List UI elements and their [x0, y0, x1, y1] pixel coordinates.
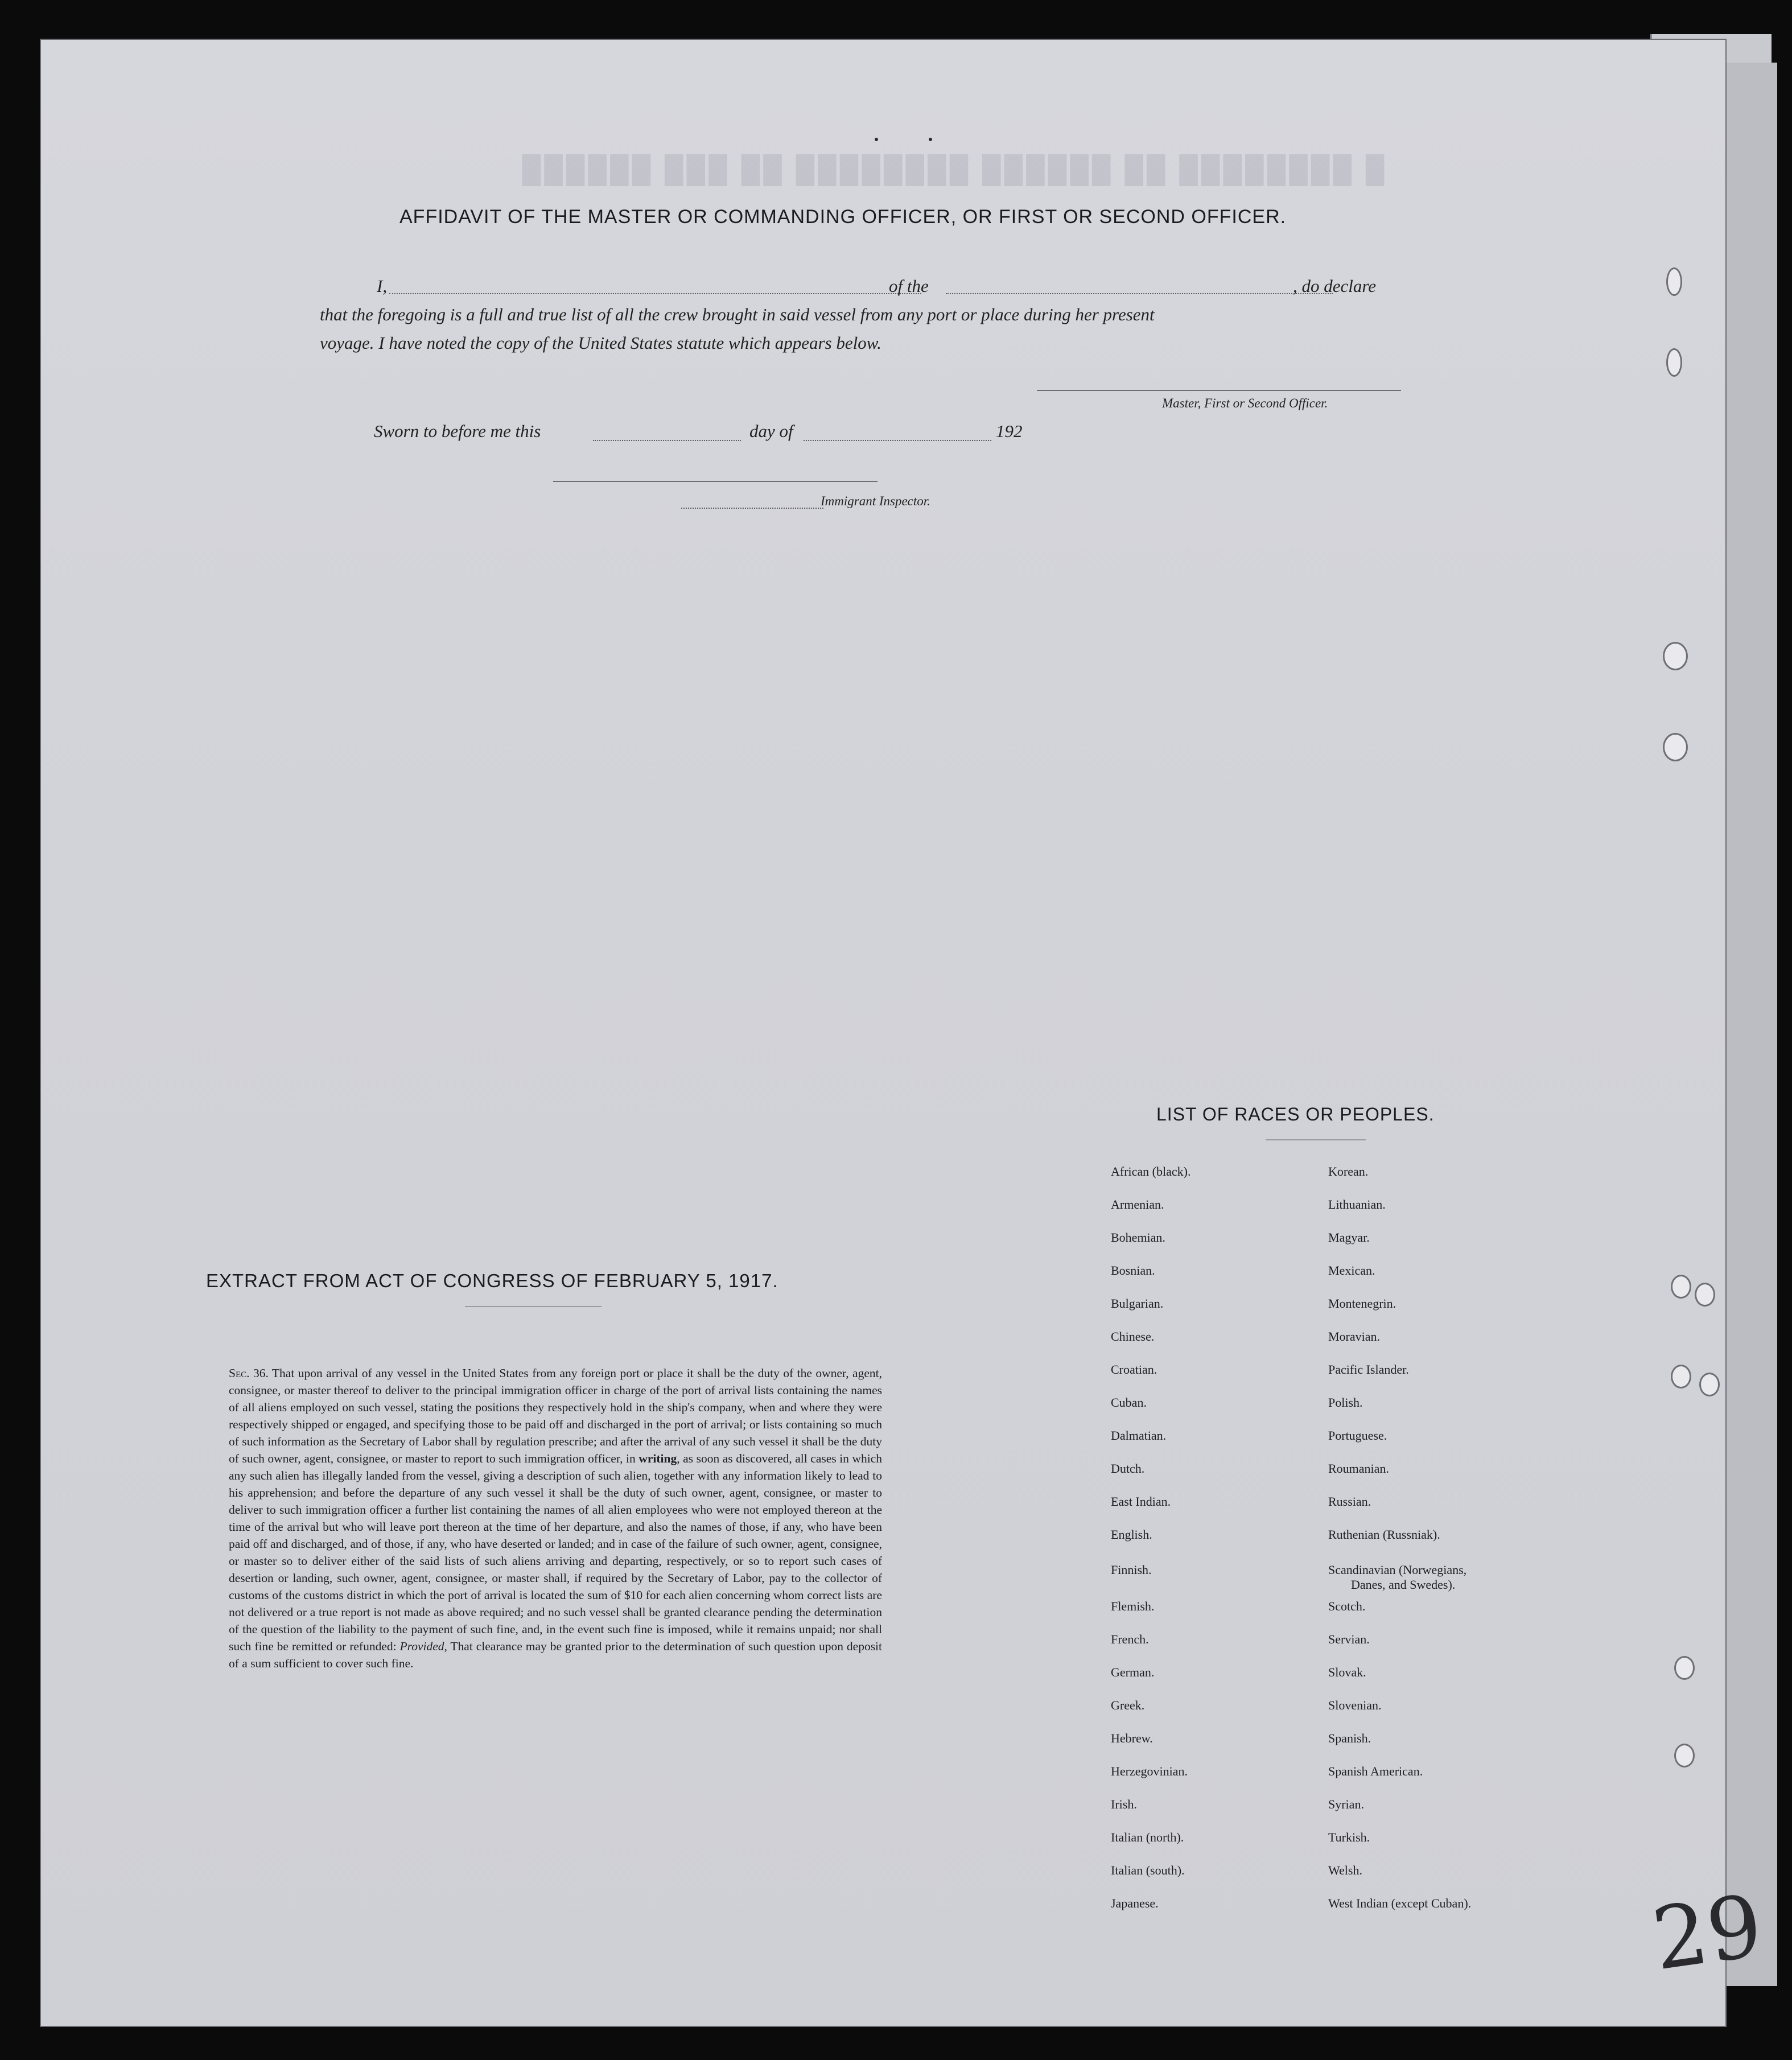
binding-hole-icon: [1666, 348, 1682, 377]
race-item: French.: [1111, 1632, 1149, 1646]
race-item: Scotch.: [1328, 1599, 1366, 1613]
affidavit-line-2: that the foregoing is a full and true list of all the crew brought in said vessel from any port or place during her present: [320, 304, 1155, 324]
race-item: Bulgarian.: [1111, 1296, 1164, 1311]
emphasis-provided: Provided: [399, 1639, 444, 1653]
day-of-label: day of: [749, 421, 793, 441]
binding-hole-icon: [1695, 1283, 1715, 1307]
race-item: Moravian.: [1328, 1329, 1381, 1344]
inspector-caption: Immigrant Inspector.: [821, 494, 930, 508]
race-item: Hebrew.: [1111, 1731, 1153, 1745]
page-number: 29: [1646, 1876, 1769, 1990]
ink-mark: [929, 138, 932, 141]
race-item: Finnish.: [1111, 1563, 1152, 1577]
race-item: Slovenian.: [1328, 1698, 1382, 1712]
race-item: Lithuanian.: [1328, 1197, 1386, 1212]
races-title: LIST OF RACES OR PEOPLES.: [1156, 1104, 1435, 1124]
binding-hole-icon: [1674, 1656, 1695, 1680]
race-item: Dalmatian.: [1111, 1428, 1167, 1443]
year-prefix: 192: [996, 421, 1023, 441]
races-title-rule: [1266, 1139, 1366, 1140]
race-item: Bohemian.: [1111, 1230, 1165, 1245]
extract-body: [229, 1365, 882, 1672]
race-item: Russian.: [1328, 1494, 1371, 1509]
race-item: Mexican.: [1328, 1263, 1375, 1278]
race-item: Servian.: [1328, 1632, 1370, 1646]
extract-title-rule: [465, 1306, 602, 1307]
master-signature-line[interactable]: [1037, 390, 1401, 391]
manifest-page: [41, 40, 1725, 2026]
race-item: Flemish.: [1111, 1599, 1155, 1613]
race-item: Bosnian.: [1111, 1263, 1155, 1278]
inspector-name-field[interactable]: [681, 508, 823, 509]
race-item: Welsh.: [1328, 1863, 1362, 1877]
affidavit-i-label: I,: [377, 276, 388, 296]
race-item: Slovak.: [1328, 1665, 1366, 1679]
affidavit-title: AFFIDAVIT OF THE MASTER OR COMMANDING OFFICER, OR FIRST OR SECOND OFFICER.: [399, 206, 1287, 228]
race-item: Irish.: [1111, 1797, 1137, 1811]
affidavit-of-the-label: of the: [889, 276, 929, 296]
ink-mark: [875, 138, 878, 141]
race-item: Magyar.: [1328, 1230, 1370, 1245]
bleed-through-heading: █ ████████ ██ ██████ ████████ ██ ███ ██████: [518, 154, 1385, 184]
race-item: Chinese.: [1111, 1329, 1155, 1344]
race-item-continuation: Danes, and Swedes).: [1351, 1577, 1456, 1592]
section-label: Sec. 36.: [229, 1366, 269, 1380]
affidavit-declare-label: , do declare: [1293, 276, 1377, 296]
race-item: Spanish.: [1328, 1731, 1371, 1745]
race-item: Turkish.: [1328, 1830, 1370, 1844]
binding-hole-icon: [1663, 733, 1688, 761]
race-item: English.: [1111, 1527, 1152, 1542]
sworn-month-field[interactable]: [804, 440, 991, 441]
race-item: Polish.: [1328, 1395, 1363, 1410]
race-item: Montenegrin.: [1328, 1296, 1396, 1311]
race-item: West Indian (except Cuban).: [1328, 1896, 1472, 1910]
emphasis-writing: writing: [638, 1452, 677, 1465]
extract-text-part-2: , as soon as discovered, all cases in which any such alien has illegally landed from the vessel, giving a description of such alien, together with any information likely to lead to his apprehension; and before the departure of any such vessel it shall be the duty of such owner, agent, consignee, or master to deliver to such immigration officer a further list containing the names of all alien employees who were not employed thereon at the time of the arrival but who will leave port thereon at the time of her departure, and also the names of those, if any, who have been paid off and discharged, and of those, if any, who have deserted or landed; and in case of the failure of such owner, agent, consignee, or master so to deliver either of the said lists of such aliens arriving and departing, respectively, or so to report such cases of desertion or landing, such owner, agent, consignee, or master shall, if required by the Secretary of Labor, pay to the collector of customs of the customs district in which the port of arrival is located the sum of $10 for each alien concerning whom correct lists are not delivered or a true report is not made as above required; and no such vessel shall be granted clearance pending the determination of the question of the liability to the payment of such fine, and, in the event such fine is imposed, while it remains unpaid; nor shall such fine be remitted or refunded:: [229, 1452, 882, 1653]
race-item: Pacific Islander.: [1328, 1362, 1409, 1377]
race-item: Roumanian.: [1328, 1461, 1389, 1476]
binding-hole-icon: [1666, 267, 1682, 296]
race-item: Italian (north).: [1111, 1830, 1184, 1844]
sworn-day-field[interactable]: [593, 440, 741, 441]
race-item: Portuguese.: [1328, 1428, 1387, 1443]
race-item: German.: [1111, 1665, 1155, 1679]
race-item: Dutch.: [1111, 1461, 1145, 1476]
binding-hole-icon: [1663, 642, 1688, 670]
race-item: Spanish American.: [1328, 1764, 1423, 1778]
race-item: Ruthenian (Russniak).: [1328, 1527, 1440, 1542]
race-item: Korean.: [1328, 1164, 1369, 1179]
binding-hole-icon: [1699, 1373, 1720, 1396]
binding-hole-icon: [1674, 1744, 1695, 1768]
race-item: Armenian.: [1111, 1197, 1164, 1212]
extract-title: EXTRACT FROM ACT OF CONGRESS OF FEBRUARY 5, 1917.: [206, 1270, 778, 1291]
race-item: African (black).: [1111, 1164, 1191, 1179]
inspector-signature-line[interactable]: [553, 481, 878, 482]
race-item: East Indian.: [1111, 1494, 1171, 1509]
master-name-field[interactable]: [389, 293, 921, 294]
race-item: Syrian.: [1328, 1797, 1364, 1811]
binding-hole-icon: [1671, 1275, 1691, 1299]
race-item: Japanese.: [1111, 1896, 1159, 1910]
underlying-page-edge: [1724, 63, 1777, 1986]
race-item: Scandinavian (Norwegians,: [1328, 1563, 1467, 1577]
race-item: Italian (south).: [1111, 1863, 1185, 1877]
affidavit-line-3: voyage. I have noted the copy of the United States statute which appears below.: [320, 333, 881, 353]
vessel-name-field[interactable]: [946, 293, 1333, 294]
master-signature-caption: Master, First or Second Officer.: [1162, 396, 1328, 410]
race-item: Cuban.: [1111, 1395, 1147, 1410]
extract-text-part-3: , That clearance may be granted prior to the determination of such question upon deposit of a sum sufficient to cover such fine.: [229, 1639, 883, 1670]
race-item: Greek.: [1111, 1698, 1145, 1712]
sworn-label: Sworn to before me this: [374, 421, 541, 441]
race-item: Herzegovinian.: [1111, 1764, 1188, 1778]
binding-hole-icon: [1671, 1365, 1691, 1389]
extract-text-part-1: That upon arrival of any vessel in the United States from any foreign port or place it shall be the duty of the owner, agent, consignee, or master thereof to deliver to the principal immigration officer in charge of the port of arrival lists containing the names of all aliens employed on such vessel, stating the positions they respectively hold in the ship's company, when and where they were respectively shipped or engaged, and specifying those to be paid off and discharged in the port of arrival; or lists containing so much of such information as the Secretary of Labor shall by regulation prescribe; and after the arrival of any such vessel it shall be the duty of such owner, agent, consignee, or master to report to such immigration officer, in: [229, 1366, 882, 1465]
race-item: Croatian.: [1111, 1362, 1157, 1377]
